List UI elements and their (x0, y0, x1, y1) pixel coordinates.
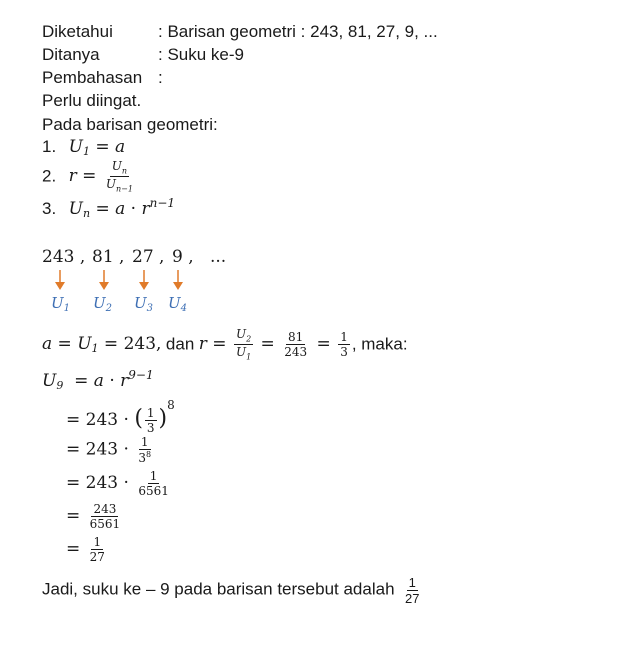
frac-81: 81 (288, 330, 304, 345)
a-value: 243 (123, 334, 157, 355)
discussion-value: : (158, 68, 163, 87)
formula-1: 1. $U_1 = a$ (42, 137, 126, 158)
formula-3: 3. $U_n = a \cdot r^{n-1}$ (42, 196, 176, 220)
maka-word: , maka: (351, 334, 408, 354)
u9-step-3: = 243 · $\frac{1}{3^8}$ (66, 435, 152, 465)
remember-note: Perlu diingat. (42, 91, 142, 110)
sequence-term-2: 81 , (92, 247, 125, 267)
frac-243: 243 (284, 345, 308, 360)
conclusion (42, 576, 423, 605)
geometric-intro: Pada barisan geometri: (42, 115, 218, 134)
term-label-u1: $U_1$ (51, 294, 71, 314)
conclusion-num: 1 (408, 575, 416, 590)
down-arrow-icon (98, 270, 110, 290)
down-arrow-icon (172, 270, 184, 290)
u9-step-6: = $\frac{1}{27}$ (66, 535, 105, 564)
sequence-term-1: 243 , (42, 247, 86, 267)
frac-3: 3 (340, 345, 348, 360)
down-arrow-icon (138, 270, 150, 290)
frac-1: 1 (340, 330, 348, 345)
conclusion-text: Jadi, suku ke – 9 pada barisan tersebut adalah (42, 579, 395, 599)
formula-1-num: 1. (42, 137, 57, 156)
formula-2-num: 2. (42, 166, 57, 186)
u9-step-2: = 243 · ( $\frac{1}{3}$ )$^8$ (66, 398, 175, 435)
sequence-term-4: 9 , (172, 247, 194, 267)
u9-step-5: = $\frac{243}{6561}$ (66, 502, 121, 531)
discussion-label: Pembahasan (42, 68, 143, 87)
dan-word: dan (165, 334, 195, 354)
term-label-u4: $U_4$ (168, 294, 188, 314)
known-label: Diketahui (42, 22, 113, 41)
formula-3-num: 3. (42, 199, 57, 218)
u9-step-4: = 243 · $\frac{1}{6561}$ (66, 469, 169, 498)
asked-label: Ditanya (42, 45, 100, 64)
sequence-ellipsis: ... (210, 247, 227, 267)
term-label-u3: $U_3$ (134, 294, 154, 314)
frac-6561: 6561 (138, 484, 169, 498)
sequence-term-3: 27 , (132, 247, 165, 267)
conclusion-den: 27 (404, 591, 420, 606)
term-label-u2: $U_2$ (93, 294, 113, 314)
asked-value: : Suku ke-9 (158, 45, 244, 64)
known-value: : Barisan geometri : 243, 81, 27, 9, ... (158, 22, 438, 41)
formula-2: 2. r = $\frac{U_n}{U_{n-1}}$ (42, 159, 133, 194)
u9-step-1: $U_9 = a \cdot r^{9-1}$ (42, 368, 154, 392)
a-r-definition: $a = U_1 = 243$, dan r = $\frac{U_2}{U_1}$ = $\frac{81}{243}$ = $\frac{1}{3}$ , maka: (42, 327, 408, 362)
down-arrow-icon (54, 270, 66, 290)
